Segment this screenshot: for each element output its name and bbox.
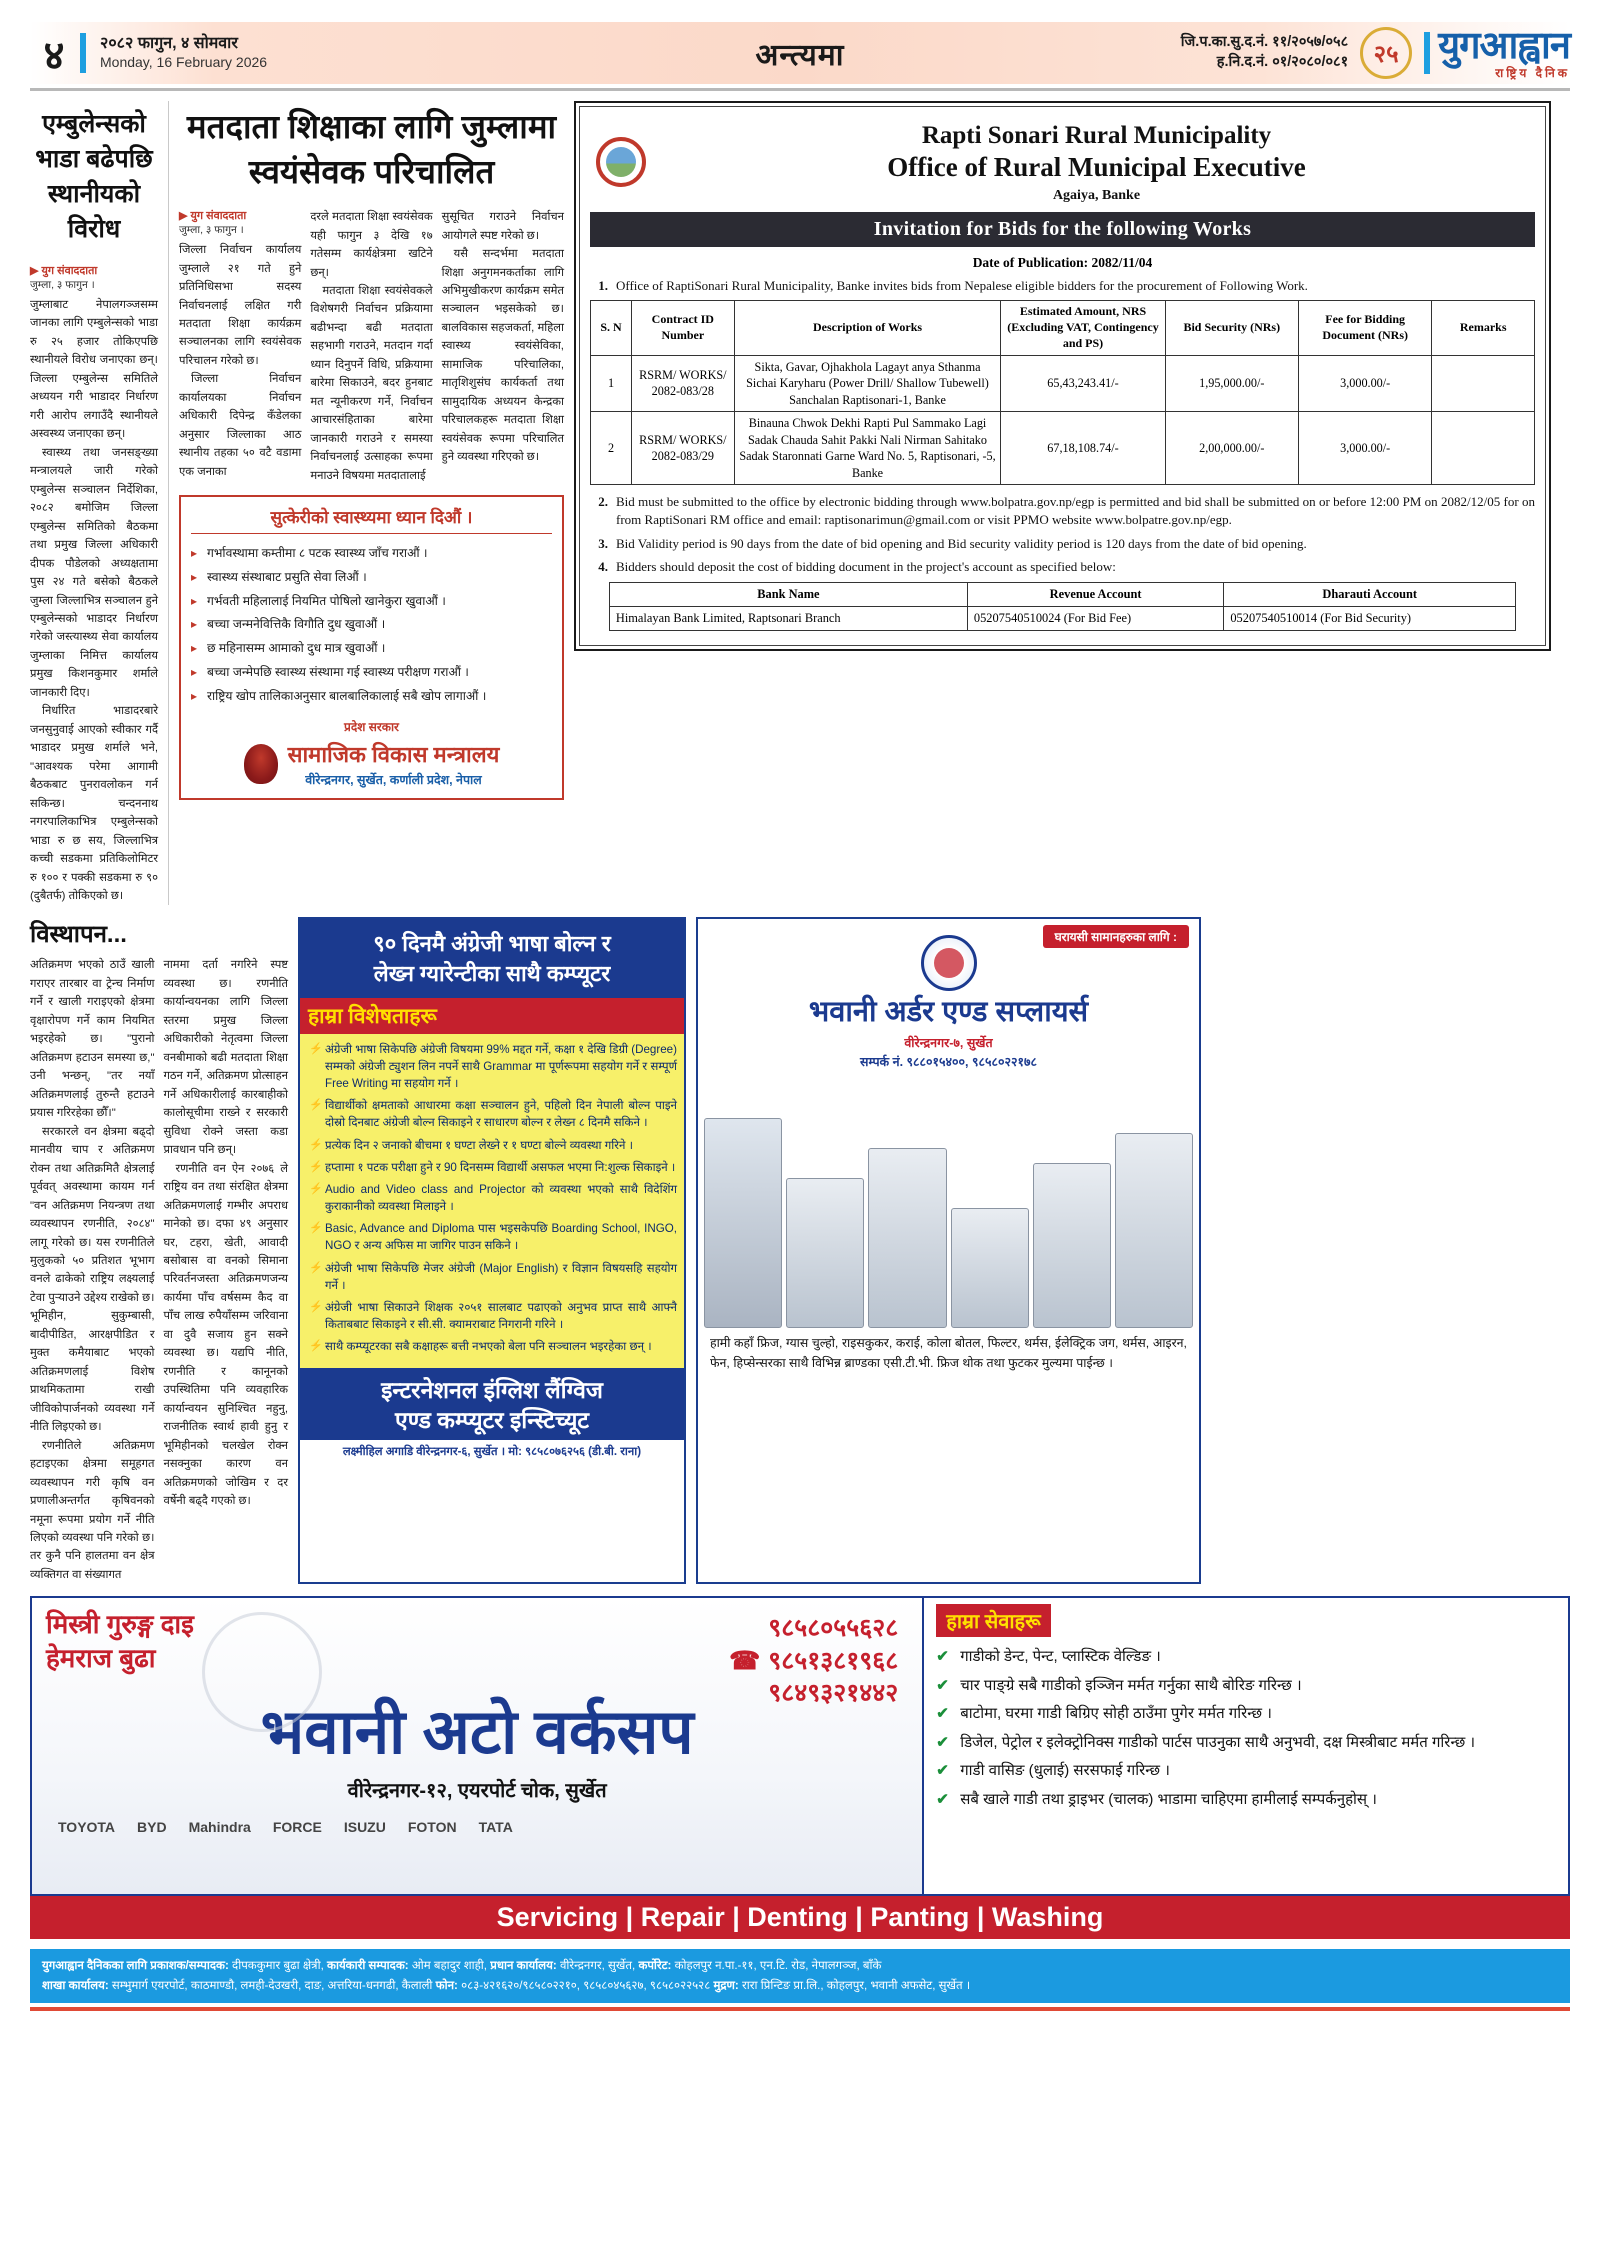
cell-bank-name: Himalayan Bank Limited, Raptsonari Branch xyxy=(609,606,967,630)
middle-section xyxy=(30,917,1570,1584)
reg-line-2: ह.नि.द.नं. ०१/२०८०/०८१ xyxy=(1216,54,1349,70)
eng-feature: ⚡ हप्तामा १ पटक परीक्षा हुने र 90 दिनसम्म विद्यार्थी असफल भएमा नि:शुल्क सिकाइने । xyxy=(309,1159,677,1176)
supplier-address: वीरेन्द्रनगर-७, सुर्खेत xyxy=(904,1036,993,1051)
anniversary-number: २५ xyxy=(1373,40,1399,68)
main-c2-p2: मतदाता शिक्षा स्वयंसेवकले विशेषगरी निर्वाचन प्रक्रियामा बढीभन्दा बढी मतदाता सहभागी गराउने, मतदान गर्दा ध्यान दिनुपर्ने विधि, प्रक्रियामा बारेमा सिकाउने, बदर हुनबाट मत न्यूनीकरण गर्ने, निर्वाचन आचारसंहिताका बारेमा जानकारी गराउने र समस्या निर्वाचनलाई उत्साहका रूपमा मनाउने विषयमा मतदातालाई xyxy=(310,284,433,482)
supplier-description: हामी कहाँ फ्रिज, ग्यास चुल्हो, राइसकुकर, कराई, कोला बोतल, फिल्टर, थर्मस, ईलेक्ट्रिक जग, थर्मस, आइरन, फेन, हिप्सेन्सरका साथै विभिन्न ब्राण्डका एसी.टी.भी. फ्रिज थोक तथा फुटकर मुल्यमा पाईन्छ । xyxy=(710,1336,1187,1371)
bid-banner-title: Invitation for Bids for the following Works xyxy=(590,212,1535,247)
clause-text: Bid must be submitted to the office by electronic bidding through www.bolpatra.gov.np/egp is permitted and bid shall be submitted on or before 12:00 PM on 2082/12/05 for on from RaptiSonari RM office and email: raptisonarimun@gmail.com or visit PPMO website www.bolpatre.gov.np/egp. xyxy=(616,493,1535,528)
brand-logo-icon: BYD xyxy=(137,1819,167,1835)
cell-estimate: 67,18,108.74/- xyxy=(1001,412,1165,485)
brand-logo-icon: ISUZU xyxy=(343,1819,386,1835)
th-revenue: Revenue Account xyxy=(967,582,1223,606)
cell-estimate: 65,43,243.41/- xyxy=(1001,355,1165,411)
health-tip: ▸ गर्भवती महिलालाई नियमित पोषिलो खानेकुरा खुवाऔं । xyxy=(191,590,552,614)
main-story-columns xyxy=(179,208,564,485)
health-tip: ▸ गर्भावस्थामा कम्तीमा ८ पटक स्वास्थ्य जाँच गराऔं । xyxy=(191,542,552,566)
byline-place: जुम्ला, ३ फागुन । xyxy=(30,279,95,291)
eng-feature: ⚡ विद्यार्थीको क्षमताको आधारमा कक्षा सञ्चालन हुने, पहिलो दिन नेपाली बोल्न पाइने दोस्रो दिनबाट अंग्रेजी बोल्न सिकाइने र साधारण बोल्न र लेख्न ८ दिनमै सकिने । xyxy=(309,1097,677,1131)
left-column xyxy=(30,101,158,905)
phone-1-row xyxy=(729,1612,898,1645)
supplier-logo-icon xyxy=(921,935,977,991)
telephone-icon: ☎ xyxy=(729,1646,761,1675)
eng-ad-features xyxy=(300,1034,684,1369)
cell-sn: 2 xyxy=(591,412,632,485)
disp-c1-p3: रणनीतिले अतिक्रमण हटाइएका क्षेत्रमा समूहगत व्यवस्थापन गरी कृषि वन प्रणालीअन्तर्गत कृषिवनको नमूना रूपमा प्रयोग गर्ने नीति लिएको व्यवस्था पनि गरेको छ। तर कुनै पनि हालतमा वन क्षेत्र व्यक्तिगत वा संख्यागत xyxy=(30,1439,155,1581)
story-byline-agency: ▶ युग संवाददाता xyxy=(179,210,247,223)
cell-sn: 1 xyxy=(591,355,632,411)
footer-lbl-1: युगआह्वान दैनिकका लागि xyxy=(42,1959,148,1973)
th-dharauti: Dharauti Account xyxy=(1224,582,1516,606)
clause-text: Bidders should deposit the cost of bidding document in the project's account as specified below: xyxy=(616,559,1116,575)
office-name: Office of Rural Municipal Executive xyxy=(887,152,1306,182)
eng-ad-line-2: लेख्न ग्यारेन्टीका साथै कम्प्यूटर xyxy=(373,961,611,987)
disp-c1-p2: सरकारले वन क्षेत्रमा बढ्दो मानवीय चाप र अतिक्रमण रोक्न तथा अतिक्रमितै क्षेत्रलाई पूर्ववत् अवस्थामा कायम गर्न "वन अतिक्रमण नियन्त्रण तथा व्यवस्थापन रणनीति, २०८४" लागू गरेको छ। यस रणनीतिले मुलुकको ५० प्रतिशत भूभाग वनले ढाकेको राष्ट्रिय लक्ष्यलाई टेवा पुऱ्याउने उद्देश्य राखेको छ। भूमिहीन, सुकुम्बासी, बादीपीडित, आरक्षपीडित र मुक्त कमैयाबाट भएको अतिक्रमणलाई विशेष प्राथमिकतामा राखी जीविकोपार्जनको व्यवस्था गर्ने नीति लिइएको छ। xyxy=(30,1125,155,1434)
bid-notice-header xyxy=(590,115,1535,206)
auto-services-panel xyxy=(922,1598,1568,1894)
clause-text: Bid Validity period is 90 days from the date of bid opening and Bid security validity period is 120 days from the date of bid opening. xyxy=(616,535,1307,551)
cell-contract: RSRM/ WORKS/ 2082-083/28 xyxy=(632,355,735,411)
footer-lbl-8: मुद्रण: xyxy=(713,1979,739,1993)
bid-clause-4 xyxy=(590,558,1535,576)
brand-wrap xyxy=(1424,27,1570,79)
phone-1: ९८५८०५५६२८ xyxy=(768,1614,899,1643)
bank-account-table xyxy=(609,582,1516,631)
th-sn: S. N xyxy=(591,301,632,355)
health-tip: ▸ बच्चा जन्मेपछि स्वास्थ्य संस्थामा गई स्वास्थ्य परीक्षण गराऔं । xyxy=(191,661,552,685)
displacement-heading: विस्थापन... xyxy=(30,921,127,949)
table-row xyxy=(591,412,1535,485)
main-c3-p2: यसै सन्दर्भमा मतदाता शिक्षा अनुगमनकर्ताका लागि अभिमुखीकरण कार्यक्रम समेत सञ्चालन भइसकेको छ। बालविकास सहजकर्ता, महिला स्वास्थ्य स्वयंसेविका, सामाजिक परिचालिका, मातृशिशुसंघ कार्यकर्ता तथा सामुदायिक अध्ययन केन्द्रका परिचालकहरू मतदाता शिक्षा स्वयंसेवक रूपमा परिचालित हुने व्यवस्था गरिएको छ। xyxy=(441,248,564,464)
brand-logo-icon: TOYOTA xyxy=(58,1819,116,1835)
bid-publication-date: Date of Publication: 2082/11/04 xyxy=(972,254,1153,270)
bhawani-suppliers-ad[interactable] xyxy=(696,917,1201,1584)
disp-c2-p2: रणनीति वन ऐन २०७६ ले राष्ट्रिय वन तथा संरक्षित क्षेत्रमा अतिक्रमणलाई गम्भीर अपराध मानेको छ। दफा ४९ अनुसार घर, टहरा, खेती, आवादी बसोबास वा वनको सिमाना परिवर्तनजस्ता अतिक्रमणजन्य कार्यमा पाँच वर्षसम्म कैद वा पाँच लाख रुपैयाँसम्म जरिवाना वा दुवै सजाय हुन सक्ने व्यवस्था छ। यद्यपि नीति, रणनीति र कानूनको उपस्थितिमा पनि व्यवहारिक कार्यान्वयन सुनिश्चित नहुनु, राजनीतिक स्वार्थ हावी हुनु र भूमिहीनको चलखेल रोक्न नसक्नुका कारण वन अतिक्रमणको जोखिम र दर वर्षेनी बढ्दै गएको छ। xyxy=(163,1162,288,1508)
masthead xyxy=(30,22,1570,84)
mechanic-2: हेमराज बुढा xyxy=(46,1643,156,1674)
reg-line-1: जि.प.का.सु.द.नं. ११/२०५७/०५८ xyxy=(1180,34,1349,51)
registration-numbers xyxy=(1181,33,1348,72)
footer-lbl-5: कर्पोरेट: xyxy=(638,1959,672,1973)
eng-feature: ⚡ अंग्रेजी भाषा सिकेपछि अंग्रेजी विषयमा 99% मद्दत गर्ने, कक्षा १ देखि डिग्री (Degree) सम्मको अंग्रेजी ट्युशन लिन नपर्ने साथै Grammar मा पूर्णरूपमा सहयोग गर्ने र सम्पूर्ण Free Writing मा सहयोग गर्ने । xyxy=(309,1041,677,1092)
story-col-3 xyxy=(442,208,564,485)
auto-phone-numbers xyxy=(729,1612,898,1710)
services-title: हाम्रा सेवाहरू xyxy=(936,1604,1050,1637)
footer-line-2 xyxy=(42,1976,1558,1996)
date-english: Monday, 16 February 2026 xyxy=(100,54,268,71)
cell-remarks xyxy=(1432,412,1535,485)
supplier-name: भवानी अर्डर एण्ड सप्लायर्स xyxy=(808,996,1089,1029)
phone-3-row xyxy=(729,1677,898,1710)
bank-row xyxy=(609,606,1515,630)
th-security: Bid Security (NRs) xyxy=(1165,301,1298,355)
clause-number: 2. xyxy=(598,493,608,509)
cell-description: Sikta, Gavar, Ojhakhola Lagayt anya Sthanma Sichai Karyharu (Power Drill/ Shallow Tubewell) Sanchalan Raptisonari-1, Banke xyxy=(734,355,1001,411)
displacement-story xyxy=(30,917,288,1584)
cell-fee: 3,000.00/- xyxy=(1298,355,1431,411)
lead-para-1: जुम्लाबाट नेपालगञ्जसम्म जानका लागि एम्बुलेन्सको भाडा रु २५ हजार तोकिएपछि स्थानीयले विरोध जनाएका छन्। जिल्ला एम्बुलेन्स समितिले अध्ययन गरी भाडादर निर्धारण गरी आरोप लगाउँदै स्थानीयले अस्वस्थ्य जनाएका छन्। xyxy=(30,299,158,441)
story-col-1 xyxy=(179,208,301,485)
th-bank-name: Bank Name xyxy=(609,582,967,606)
top-section xyxy=(30,101,1570,905)
lead-para-2: स्वास्थ्य तथा जनसङ्ख्या मन्त्रालयले जारी गरेको एम्बुलेन्स सञ्चालन निर्देशिका, २०८२ बमोजिम जिल्ला एम्बुलेन्स समितिको बैठकमा तथा प्रमुख जिल्ला अधिकारी दीपक पौडेलको अध्यक्षतामा पुस २४ गते बसेको बैठकले जुम्ला जिल्लाभित्र सञ्चालन हुने एम्बुलेन्सको भाडादर निर्धारण गरेको जस्त्यास्थ्य सेवा कार्यालय जुम्लाका निमित्त कार्यालय प्रमुख किशनकुमार शर्माले जानकारी दिए। xyxy=(30,446,158,699)
cell-contract: RSRM/ WORKS/ 2082-083/29 xyxy=(632,412,735,485)
bank-header-row xyxy=(609,582,1515,606)
cell-security: 2,00,000.00/- xyxy=(1165,412,1298,485)
th-estimate: Estimated Amount, NRS (Excluding VAT, Contingency and PS) xyxy=(1001,301,1165,355)
main-c2-p1: दरले मतदाता शिक्षा स्वयंसेवक यही फागुन ३ देखि १७ गतेसम्म कार्यक्षेत्रमा खटिने छन्। xyxy=(310,211,433,279)
bid-clause-1 xyxy=(590,277,1535,295)
footer-lbl-4: प्रधान कार्यालय: xyxy=(490,1959,557,1973)
brand-name: युगआह्वान xyxy=(1438,25,1570,67)
workshop-seal-icon xyxy=(202,1612,322,1732)
eng-ad-features-title: हाम्रा विशेषताहरू xyxy=(308,1004,437,1028)
main-c3-p1: सुसूचित गराउने निर्वाचन आयोगले स्पष्ट गरेको छ। xyxy=(441,211,564,242)
story-byline-place: जुम्ला, ३ फागुन । xyxy=(179,224,244,237)
eng-feature: ⚡ अंग्रेजी भाषा सिकेपछि मेजर अंग्रेजी (Major English) र विज्ञान विषयसहि सहयोग गर्ने । xyxy=(309,1260,677,1294)
brand-logo xyxy=(1438,27,1570,79)
brand-divider xyxy=(1424,32,1430,74)
service-item: ✔ गाडी वासिङ (धुलाई) सरसफाई गरिन्छ । xyxy=(936,1757,1556,1786)
supplier-phone: सम्पर्क नं. ९८८०१५४००, ९८५८०२२१७८ xyxy=(860,1055,1037,1070)
date-nepali: २०८२ फागुन, ४ सोमवार xyxy=(100,35,238,53)
eng-feature: ⚡ साथै कम्प्यूटरका सबै कक्षाहरू बत्ती नभएको बेला पनि सञ्चालन भइरहेका छन् । xyxy=(309,1338,677,1355)
footer-val-4: वीरेन्द्रनगर, सुर्खेत, xyxy=(559,1959,636,1973)
brand-logo-icon: FOTON xyxy=(407,1819,457,1835)
cell-remarks xyxy=(1432,355,1535,411)
workshop-address: वीरेन्द्रनगर-१२, एयरपोर्ट चोक, सुर्खेत xyxy=(347,1780,607,1802)
cell-dharauti: 05207540510014 (For Bid Security) xyxy=(1224,606,1516,630)
institute-line-2: एण्ड कम्प्यूटर इन्स्टिच्यूट xyxy=(394,1407,590,1434)
bid-works-table xyxy=(590,300,1535,485)
bid-clause-3 xyxy=(590,535,1535,553)
vehicle-brand-logos xyxy=(46,1819,908,1835)
health-box-title: सुत्केरीको स्वास्थ्यमा ध्यान दिऔं । xyxy=(191,505,552,534)
page-number: ४ xyxy=(43,32,65,78)
footer-lbl-6: शाखा कार्यालय: xyxy=(42,1979,109,1993)
service-item: ✔ चार पाङ्ग्रे सबै गाडीको इञ्जिन मर्मत गर्नुका साथै बोरिङ गरिन्छ । xyxy=(936,1672,1556,1701)
service-item: ✔ बाटोमा, घरमा गाडी बिग्रिए सोही ठाउँमा पुगेर मर्मत गरिन्छ । xyxy=(936,1700,1556,1729)
ministry-row xyxy=(191,741,552,789)
phone-2-row xyxy=(729,1645,898,1678)
phone-3: ९८४९३२१४४२ xyxy=(768,1679,899,1708)
eng-feature: ⚡ Basic, Advance and Diploma पास भइसकेपछि Boarding School, INGO, NGO र अन्य अफिस मा जागिर पाउन सकिने । xyxy=(309,1220,677,1254)
bid-notice-column xyxy=(574,101,1551,905)
office-address: Agaiya, Banke xyxy=(1052,187,1141,203)
health-tip: ▸ राष्ट्रिय खोप तालिकाअनुसार बालबालिकालाई सबै खोप लागाऔं । xyxy=(191,685,552,709)
eng-ad-features-title-bar xyxy=(300,998,684,1034)
main-story-column xyxy=(179,101,564,905)
footer-val-3: ओम बहादुर शाही, xyxy=(411,1959,488,1973)
eng-ad-institute-name xyxy=(300,1368,684,1440)
eng-ad-line-1: ९० दिनमै अंग्रेजी भाषा बोल्न र xyxy=(373,931,611,957)
disp-c2-p1: नाममा दर्ता नगरिने स्पष्ट व्यवस्था छ। रणनीति कार्यान्वयनका लागि जिल्ला स्तरमा प्रमुख जिल्ला अधिकारीको नेतृत्वमा जिल्ला वनबीमाको बढी मतदाता शिक्षा गठन गर्ने, अतिक्रमण प्रोत्साहन गर्ने अधिकारीलाई कारबाहीको कालोसूचीमा राख्ने र सरकारी सुविधा रोक्ने जस्ता कडा प्रावधान पनि छन्। xyxy=(163,959,288,1157)
footer-rule xyxy=(30,2007,1570,2011)
service-item: ✔ सबै खाले गाडी तथा ड्राइभर (चालक) भाडामा चाहिएमा हामीलाई सम्पर्कनुहोस् । xyxy=(936,1786,1556,1815)
footer-val-7: ०८३-४२१६२०/९८५८०२२१०, ९८५८०४५६२७, ९८५८०२२५२८ xyxy=(461,1979,711,1993)
lead-para-3: निर्धारित भाडादरबारे जनसुनुवाई आएको स्वीकार गर्दै भाडादर प्रमुख शर्माले भने, "आवश्यक परेमा आगामी बैठकबाट पुनरावलोकन गर्न सकिन्छ। चन्दननाथ नगरपालिकाभित्र एम्बुलेन्सको भाडा रु छ सय, जिल्लाभित्र कच्ची सडकमा प्रतिकिलोमिटर रु १०० र पक्की सडकमा रु ९० (दुबैतर्फ) तोकिएको छ। xyxy=(30,705,158,902)
footer-val-5: कोहलपुर न.पा.-११, एन.टि. रोड, नेपालगञ्ज, बाँके xyxy=(674,1959,882,1973)
footer-line-1 xyxy=(42,1956,1558,1976)
table-row xyxy=(591,355,1535,411)
eng-feature: ⚡ अंग्रेजी भाषा सिकाउने शिक्षक २०५१ सालबाट पढाएको अनुभव प्राप्त साथै आफ्नै किताबबाट सिकाइने र सी.सी. क्यामराबाट निगरानी गरिने । xyxy=(309,1299,677,1333)
clause-number: 3. xyxy=(598,535,608,551)
bid-org-titles xyxy=(662,121,1531,204)
page-footer xyxy=(30,1949,1570,2002)
appliance-photo-collage xyxy=(704,1078,1193,1328)
auto-services-bar: Servicing | Repair | Denting | Panting | Washing xyxy=(30,1896,1570,1939)
footer-val-6: सम्भुमार्ग एयरपोर्ट, काठमाण्डौ, लमही-देउखरी, दाङ, अत्तरिया-धनगढी, कैलाली xyxy=(111,1979,433,1993)
th-desc: Description of Works xyxy=(734,301,1001,355)
byline-agency: ▶ युग संवाददाता xyxy=(30,265,98,277)
section-title: अन्त्यमा xyxy=(755,38,845,72)
municipality-name: Rapti Sonari Rural Municipality xyxy=(921,122,1272,149)
th-fee: Fee for Bidding Document (NRs) xyxy=(1298,301,1431,355)
eng-ad-headline xyxy=(300,919,684,997)
institute-line-1: इन्टरनेशनल इंग्लिश लैंग्विज xyxy=(381,1377,603,1404)
service-item: ✔ गाडीको डेन्ट, पेन्ट, प्लास्टिक वेल्डिङ । xyxy=(936,1643,1556,1672)
health-tip: ▸ स्वास्थ्य संस्थाबाट प्रसुति सेवा लिऔं । xyxy=(191,566,552,590)
main-c1-p2: जिल्ला निर्वाचन कार्यालयका निर्वाचन अधिकारी दिपेन्द्र कँडेलका अनुसार जिल्लाका आठ स्थानीय तहका ५० वटै वडामा एक जनाका xyxy=(179,373,302,478)
column-divider xyxy=(168,101,169,905)
eng-ad-address: लक्ष्मीहिल अगाडि वीरेन्द्रनगर-६, सुर्खेत । मो: ९८५८०७६२५६ (डी.बी. राना) xyxy=(300,1440,684,1463)
nepal-emblem-icon xyxy=(244,744,278,784)
cell-fee: 3,000.00/- xyxy=(1298,412,1431,485)
health-tip: ▸ बच्चा जन्मनेवित्तिकै विगौति दुध खुवाऔं । xyxy=(191,613,552,637)
eng-feature: ⚡ Audio and Video class and Projector को व्यवस्था भएको साथै विदेशिंग कुराकानीको व्यवस्था मिलाइने । xyxy=(309,1181,677,1215)
ministry-name: सामाजिक विकास मन्त्रालय xyxy=(287,741,500,767)
brand-logo-icon: FORCE xyxy=(272,1819,322,1835)
service-item: ✔ डिजेल, पेट्रोल र इलेक्ट्रोनिक्स गाडीको पार्टस पाउनुका साथै अनुभवी, दक्ष मिस्त्रीबाट मर्मत गरिन्छ । xyxy=(936,1729,1556,1758)
cell-revenue: 05207540510024 (For Bid Fee) xyxy=(967,606,1223,630)
main-headline: मतदाता शिक्षाका लागि जुम्लामा स्वयंसेवक परिचालित xyxy=(186,108,557,190)
bid-notice xyxy=(574,101,1551,651)
brand-tagline: राष्ट्रिय दैनिक xyxy=(1495,66,1570,80)
clause-number: 4. xyxy=(598,559,608,575)
disp-c1-p1: अतिक्रमण भएको ठाउँ खाली गराएर तारबार वा ट्रेन्च निर्माण गर्ने र खाली गराइएको क्षेत्रमा वृक्षारोपण गर्ने काम नियमित भइरहेको छ। "पुरानो अतिक्रमण हटाउन समस्या छ," उनी भन्छन्, "तर नयाँ अतिक्रमणलाई तुरुन्तै हटाउने प्रयास गरिरहेका छौँ।" xyxy=(30,959,155,1120)
health-tip: ▸ छ महिनासम्म आमाको दुध मात्र खुवाऔं । xyxy=(191,637,552,661)
masthead-rule xyxy=(30,88,1570,91)
footer-val-8: रारा प्रिन्टिङ प्रा.लि., कोहलपुर, भवानी अफसेट, सुर्खेत । xyxy=(742,1979,971,1993)
phone-2: ९८५१३८१९६८ xyxy=(768,1646,899,1675)
bhawani-auto-workshop-ad[interactable] xyxy=(30,1596,1570,1896)
masthead-right xyxy=(1181,27,1570,79)
health-tips-list xyxy=(191,542,552,708)
province-government-label: प्रदेश सरकार xyxy=(344,719,399,734)
footer-lbl-7: फोन: xyxy=(435,1979,458,1993)
eng-feature: ⚡ प्रत्येक दिन २ जनाको बीचमा १ घण्टा लेख्ने र १ घण्टा बोल्ने व्यवस्था गरिने । xyxy=(309,1137,677,1154)
story-col-2 xyxy=(310,208,432,485)
main-c1-p1: जिल्ला निर्वाचन कार्यालय जुम्लाले २१ गते हुने प्रतिनिधिसभा सदस्य निर्वाचनलाई लक्षित गरी मतदाता शिक्षा कार्यक्रम सञ्चालनका लागि स्वयंसेवक परिचालन गरेको छ। xyxy=(179,244,302,367)
th-remarks: Remarks xyxy=(1432,301,1535,355)
nepal-government-emblem-icon xyxy=(594,135,648,189)
clause-number: 1. xyxy=(598,277,608,293)
brand-logo-icon: Mahindra xyxy=(188,1819,251,1835)
th-contract: Contract ID Number xyxy=(632,301,735,355)
cell-description: Binauna Chwok Dekhi Rapti Pul Sammako Lagi Sadak Chauda Sahit Pakki Nali Nirman Sahitako Sadak Staronnati Garne Ward No. 5, Raptisonari, -5, Banke xyxy=(734,412,1001,485)
brand-logo-icon: TATA xyxy=(478,1819,513,1835)
footer-val-2: दीपककुमार बुढा क्षेत्री, xyxy=(232,1959,324,1973)
footer-lbl-2: प्रकाशक/सम्पादक: xyxy=(150,1959,229,1973)
footer-lbl-3: कार्यकारी सम्पादक: xyxy=(327,1959,409,1973)
auto-ad-left xyxy=(32,1598,922,1894)
anniversary-logo-icon xyxy=(1360,27,1412,79)
bid-notice-inner xyxy=(579,106,1546,646)
cell-security: 1,95,000.00/- xyxy=(1165,355,1298,411)
table-header-row xyxy=(591,301,1535,355)
bid-clause-2 xyxy=(590,493,1535,530)
ministry-address: वीरेन्द्रनगर, सुर्खेत, कर्णाली प्रदेश, नेपाल xyxy=(305,773,482,788)
services-list xyxy=(936,1643,1556,1814)
workshop-name: भवानी अटो वर्कसप xyxy=(260,1698,694,1767)
mechanic-1: मिस्त्री गुरुङ्ग दाइ xyxy=(46,1609,194,1640)
supply-ad-tag: घरायसी सामानहरुका लागि : xyxy=(1043,925,1189,948)
lead-headline: एम्बुलेन्सको भाडा बढेपछि स्थानीयको विरोध xyxy=(35,110,153,243)
health-awareness-box xyxy=(179,495,564,800)
english-institute-ad[interactable] xyxy=(298,917,686,1584)
clause-text: Office of RaptiSonari Rural Municipality, Banke invites bids from Nepalese eligible bidders for the procurement of Following Work. xyxy=(616,277,1308,293)
